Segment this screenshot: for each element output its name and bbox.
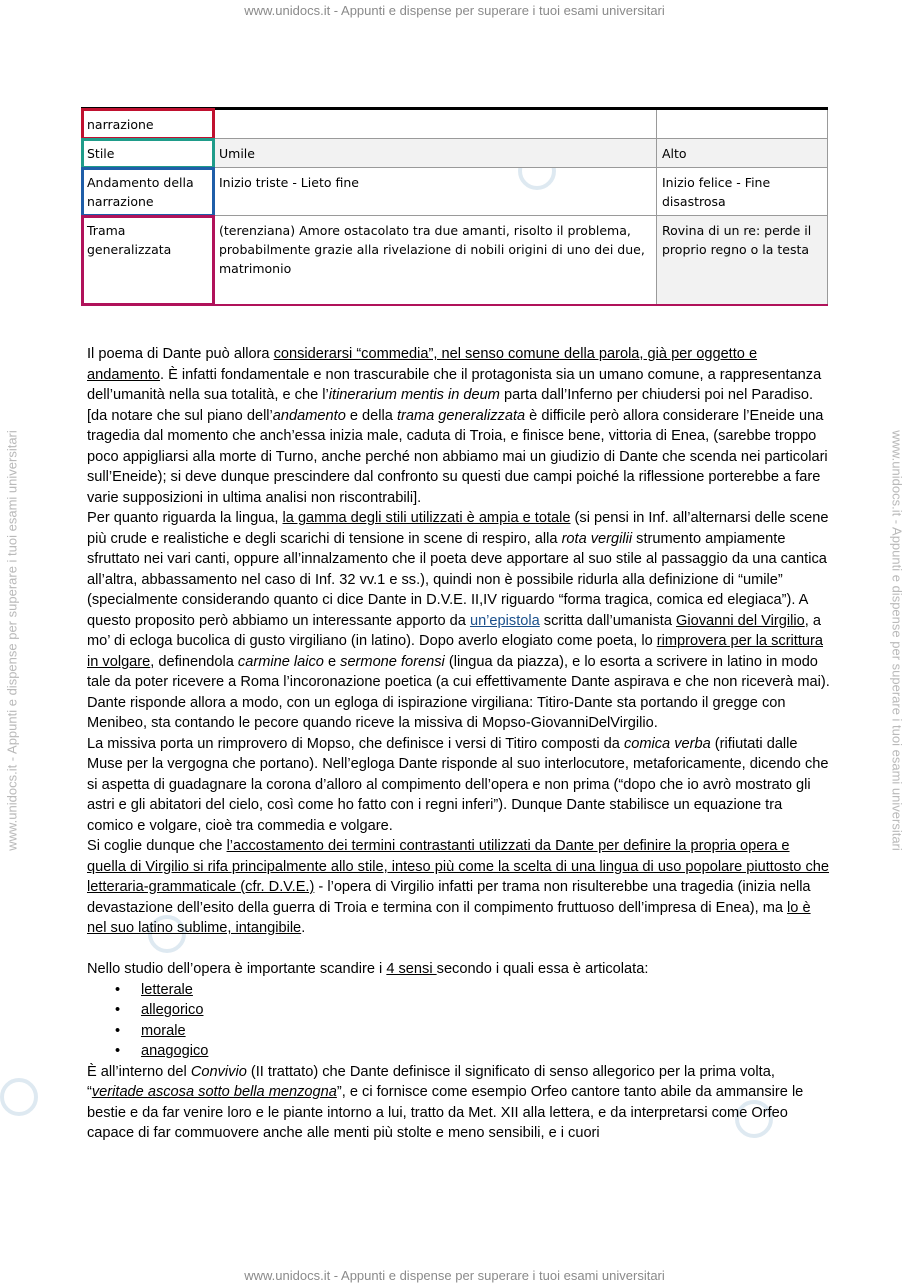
table-cell: (terenziana) Amore ostacolato tra due amanti, risolto il problema, probabilmente grazie alla rivelazione di nobili origini di uno dei due, matrimonio — [214, 216, 657, 306]
watermark-side-left: www.unidocs.it - Appunti e dispense per superare i tuoi esami universitari — [4, 430, 20, 851]
table-row — [82, 139, 828, 168]
paragraph-lingua: Per quanto riguarda la lingua, la gamma degli stili utilizzati è ampia e totale (si pensi in Inf. all’alternarsi delle scene più crude e realistiche e degli scarichi di tensione in scene di respiro, alla rota vergilii strumento ampiamente sfruttato nei vari canti, oppure all’innalzamento che il poeta deve apportare al suo stile al passaggio da una cantica all’altra, abbassamento nel caso di Inf. 32 vv.1 e ss.), quindi non è possibile ridurla alla definizione di “umile” (specialmente considerando quanto ci dice Dante in D.V.E. II,IV riguardo “forma tragica, comica ed elegiaca”). A questo proposito però abbiamo un interessante apporto da un’epistola scritta dall’umanista Giovanni del Virgilio, a mo’ di ecloga bucolica di gusto virgiliano (in latino). Dopo averlo elogiato come poeta, lo rimprovera per la scrittura in volgare, definendola carmine laico e sermone forensi (lingua da piazza), e lo esorta a scrivere in latino in modo tale da poter ricevere a Roma l’incoronazione poetica (a cui effettivamente Dante aspirava e che non riceverà mai). — [87, 510, 830, 690]
table-cell: Inizio felice - Fine disastrosa — [657, 168, 828, 216]
paragraph-stile: Si coglie dunque che l’accostamento dei termini contrastanti utilizzati da Dante per definire la propria opera e quella di Virgilio si rifa principalmente allo stile, inteso più come la scelta di una lingua di uso popolare piuttosto che letteraria-grammaticale (cfr. D.V.E.) - l’opera di Virgilio infatti per trama non risulterebbe una tragedia (inizia nella devastazione dell’esito della guerra di Troia e termina con il compimento fruttuoso dell’impresa di Enea), ma lo è nel suo latino sublime, intangibile. — [87, 838, 830, 936]
table-cell — [657, 109, 828, 139]
table-row — [82, 216, 828, 306]
table-row — [82, 168, 828, 216]
table-cell-label: Andamento della narrazione — [82, 168, 214, 216]
list-item: • anagogico — [115, 1041, 832, 1062]
document-body — [87, 344, 832, 1144]
watermark-footer: www.unidocs.it - Appunti e dispense per superare i tuoi esami universitari — [244, 1268, 665, 1283]
table-cell: Rovina di un re: perde il proprio regno o la testa — [657, 216, 828, 306]
paragraph-missiva: La missiva porta un rimprovero di Mopso, che definisce i versi di Titiro composti da comica verba (rifiutati dalle Muse per la vergogna che portano). Nell’egloga Dante risponde al suo interlocutore, metaforicamente, dicendo che si aspetta di guadagnare la corona d’alloro al compimento dell’opera e non prima (“dopo che io avrò mostrato gli astri e gli abitatori del cielo, così come ho fatto con i regni inferi”). Dunque Dante stabilisce un equazione tra comico e volgare, cioè tra commedia e volgare. — [87, 735, 829, 834]
watermark-side-right: www.unidocs.it - Appunti e dispense per superare i tuoi esami universitari — [889, 430, 905, 851]
table-cell-label: narrazione — [82, 109, 214, 139]
unidocs-logo-icon — [0, 1078, 38, 1116]
table-cell: Inizio triste - Lieto fine — [214, 168, 657, 216]
paragraph-egloga: Dante risponde allora a modo, con un egloga di ispirazione virgiliana: Titiro-Dante sta portando il gregge con Menibeo, sta contando le pecore quando riceve la missiva di Mopso-GiovanniDelVirgilio. — [87, 694, 786, 731]
table-cell — [214, 109, 657, 139]
epistola-link[interactable]: un’epistola — [469, 612, 540, 629]
table-cell: Alto — [657, 139, 828, 168]
senses-list — [87, 980, 832, 1062]
table-row — [82, 109, 828, 139]
table-cell-label: Trama generalizzata — [82, 216, 214, 306]
list-item: • morale — [115, 1021, 832, 1042]
genre-comparison-table — [81, 107, 828, 306]
table-cell: Umile — [214, 139, 657, 168]
table-cell-label: Stile — [82, 139, 214, 168]
list-item: • allegorico — [115, 1000, 832, 1021]
paragraph-commedia: Il poema di Dante può allora considerarsi “commedia”, nel senso comune della parola, già per oggetto e andamento. È infatti fondamentale e non trascurabile che il protagonista sia un umano comune, a rappresentanza dell’umanità nella sua totalità, e che l’itinerarium mentis in deum parta dall’Inferno per chiudersi poi nel Paradiso. [da notare che sul piano dell’andamento e della trama generalizzata è difficile però allora considerare l’Eneide una tragedia dal momento che anch’essa inizia male, caduta di Troia, e finisce bene, vittoria di Enea, (sarebbe troppo poco appigliarsi alla morte di Turno, anche perché non abbiamo mai un giudizio di Dante che scenda nei particolari sull’Eneide); si deve dunque prescindere dal confronto su questi due campi poiché la riflessione porterebbe a fare varie supposizioni in ultima analisi non riscontrabili]. — [87, 346, 828, 506]
watermark-header: www.unidocs.it - Appunti e dispense per superare i tuoi esami universitari — [244, 3, 665, 18]
paragraph-convivio: È all’interno del Convivio (II trattato) che Dante definisce il significato di senso allegorico per la prima volta, “veritade ascosa sotto bella menzogna”, e ci fornisce come esempio Orfeo cantore tanto abile da ammansire le bestie e da far venire loro e le piante intorno a lui, tratto da Met. XII alla lettera, e da interpretarsi come Orfeo capace di far commuovere anche alle menti più stolte e meno sensibili, e i cuori — [87, 1063, 804, 1141]
list-item: • letterale — [115, 980, 832, 1001]
paragraph-sensi: Nello studio dell’opera è importante scandire i 4 sensi secondo i quali essa è articolata: — [87, 961, 649, 977]
